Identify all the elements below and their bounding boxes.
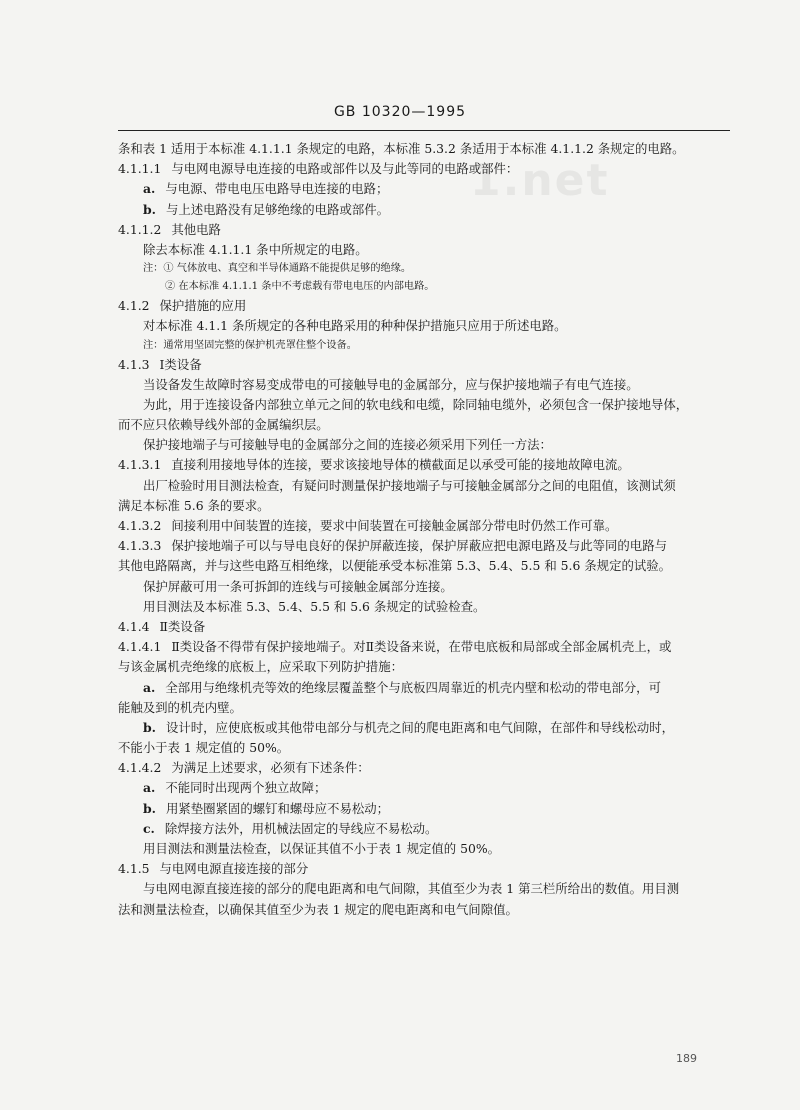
- clause-text: 其他电路: [171, 221, 221, 237]
- item-label: b.: [143, 800, 156, 816]
- clause-number: 4.1.5: [118, 861, 150, 877]
- clause-number: 4.1.3.1: [118, 457, 162, 473]
- clause-text: 与电网电源导电连接的电路或部件以及与此等同的电路或部件：: [171, 161, 519, 177]
- paragraph-line: 其他电路隔离，并与这些电路互相绝缘，以便能承受本标准第 5.3、5.4、5.5 和 5.6 条规定的试验。: [118, 558, 672, 574]
- note-line: 注：① 气体放电、真空和半导体通路不能提供足够的绝缘。: [143, 263, 412, 275]
- note-line: 注：通常用坚固完整的保护机壳罩住整个设备。: [143, 339, 357, 351]
- clause-number: 4.1.3.3: [118, 538, 162, 554]
- paragraph-line: 出厂检验时用目测法检查，有疑问时测量保护接地端子与可接触金属部分之间的电阻值，该测试须: [143, 477, 676, 493]
- clause-4-1-4: [118, 617, 730, 637]
- paragraph-line: 而不应只依赖导线外部的金属编织层。: [118, 417, 329, 433]
- item-text: 除焊接方法外，用机械法固定的导线应不易松动。: [164, 820, 438, 836]
- clause-text: 直接利用接地导体的连接，要求该接地导体的横截面足以承受可能的接地故障电流。: [171, 457, 630, 473]
- item-text: 与电源、带电电压电路导电连接的电路；: [165, 181, 389, 197]
- clause-number: 4.1.4.2: [118, 760, 162, 776]
- paragraph-line: 除去本标准 4.1.1.1 条中所规定的电路。: [143, 241, 368, 257]
- clause-number: 4.1.1.1: [118, 161, 162, 177]
- clause-text: Ⅰ类设备: [159, 356, 202, 372]
- item-text: 设计时，应使底板或其他带电部分与机壳之间的爬电距离和电气间隙，在部件和导线松动时，: [165, 719, 674, 735]
- standard-header: GB 10320—1995: [333, 104, 467, 120]
- item-label: c.: [143, 820, 155, 836]
- paragraph-line: 不能小于表 1 规定值的 50%。: [118, 740, 290, 756]
- watermark: 1.net: [470, 155, 610, 206]
- page-number: 189: [676, 1052, 697, 1065]
- clause-4-1-2: [118, 296, 730, 316]
- clause-4-1-4-1: [118, 637, 730, 657]
- list-item: [118, 678, 730, 698]
- clause-number: 4.1.4: [118, 618, 150, 634]
- clause-4-1-1-1: [118, 159, 730, 179]
- list-item: [118, 778, 730, 798]
- paragraph-line: 保护接地端子与可接触导电的金属部分之间的连接必须采用下列任一方法：: [143, 437, 552, 453]
- list-item: [118, 819, 730, 839]
- clause-text: Ⅱ类设备: [159, 618, 206, 634]
- clause-4-1-3-3: [118, 536, 730, 556]
- header-rule: [118, 130, 730, 131]
- item-text: 不能同时出现两个独立故障；: [165, 780, 327, 796]
- list-item: [118, 718, 730, 738]
- clause-4-1-5: [118, 859, 730, 879]
- clause-text: 为满足上述要求，必须有下述条件：: [171, 760, 370, 776]
- clause-number: 4.1.3.2: [118, 518, 162, 533]
- clause-number: 4.1.3: [118, 356, 150, 372]
- paragraph-line: 为此，用于连接设备内部独立单元之间的软电线和电缆，除同轴电缆外，必须包含一保护接地导体，: [143, 396, 689, 412]
- paragraph-line: 保护屏蔽可用一条可拆卸的连线与可接触金属部分连接。: [143, 578, 453, 594]
- clause-4-1-3-1: [118, 455, 730, 475]
- item-label: a.: [143, 181, 156, 197]
- list-item: [118, 200, 730, 220]
- clause-text: 与电网电源直接连接的部分: [159, 861, 309, 877]
- clause-number: 4.1.4.1: [118, 639, 162, 655]
- paragraph-line: 满足本标准 5.6 条的要求。: [118, 497, 270, 513]
- clause-text: 保护接地端子可以与导电良好的保护屏蔽连接，保护屏蔽应把电源电路及与此等同的电路与: [171, 538, 667, 554]
- paragraph-line: 与该金属机壳绝缘的底板上，应采取下列防护措施：: [118, 659, 403, 675]
- item-label: b.: [143, 201, 156, 217]
- item-label: b.: [143, 719, 156, 735]
- paragraph-line: 能触及到的机壳内壁。: [118, 699, 242, 715]
- clause-text: 间接利用中间装置的连接，要求中间装置在可接触金属部分带电时仍然工作可靠。: [171, 518, 618, 533]
- item-label: a.: [143, 780, 156, 796]
- clause-number: 4.1.1.2: [118, 221, 162, 237]
- clause-4-1-1-2: [118, 220, 730, 240]
- paragraph-line: 用目测法及本标准 5.3、5.4、5.5 和 5.6 条规定的试验检查。: [143, 598, 486, 614]
- clause-number: 4.1.2: [118, 298, 150, 314]
- paragraph-line: 用目测法和测量法检查，以保证其值不小于表 1 规定值的 50%。: [143, 841, 501, 856]
- paragraph-line: 当设备发生故障时容易变成带电的可接触导电的金属部分，应与保护接地端子有电气连接。: [143, 376, 639, 392]
- clause-4-1-3-2: [118, 516, 730, 536]
- clause-text: 保护措施的应用: [159, 298, 247, 314]
- clause-text: Ⅱ类设备不得带有保护接地端子。对Ⅱ类设备来说，在带电底板和局部或全部金属机壳上，或: [171, 639, 672, 655]
- paragraph-line: 条和表 1 适用于本标准 4.1.1.1 条规定的电路，本标准 5.3.2 条适用于本标准 4.1.1.2 条规定的电路。: [118, 141, 685, 156]
- list-item: [118, 799, 730, 819]
- paragraph-line: 法和测量法检查，以确保其值至少为表 1 规定的爬电距离和电气间隙值。: [118, 901, 518, 917]
- list-item: [118, 179, 730, 199]
- body-text: [118, 139, 730, 920]
- paragraph-line: 对本标准 4.1.1 条所规定的各种电路采用的种种保护措施只应用于所述电路。: [143, 318, 567, 334]
- clause-4-1-4-2: [118, 758, 730, 778]
- note-line: ② 在本标准 4.1.1.1 条中不考虑载有带电电压的内部电路。: [165, 281, 435, 293]
- item-text: 全部用与绝缘机壳等效的绝缘层覆盖整个与底板四周靠近的机壳内壁和松动的带电部分，可: [165, 679, 661, 695]
- item-label: a.: [143, 679, 156, 695]
- clause-4-1-3: [118, 355, 730, 375]
- paragraph-line: 与电网电源直接连接的部分的爬电距离和电气间隙，其值至少为表 1 第三栏所给出的数值。用目测: [143, 881, 680, 897]
- item-text: 与上述电路没有足够绝缘的电路或部件。: [165, 201, 390, 217]
- item-text: 用紧垫圈紧固的螺钉和螺母应不易松动；: [165, 800, 390, 816]
